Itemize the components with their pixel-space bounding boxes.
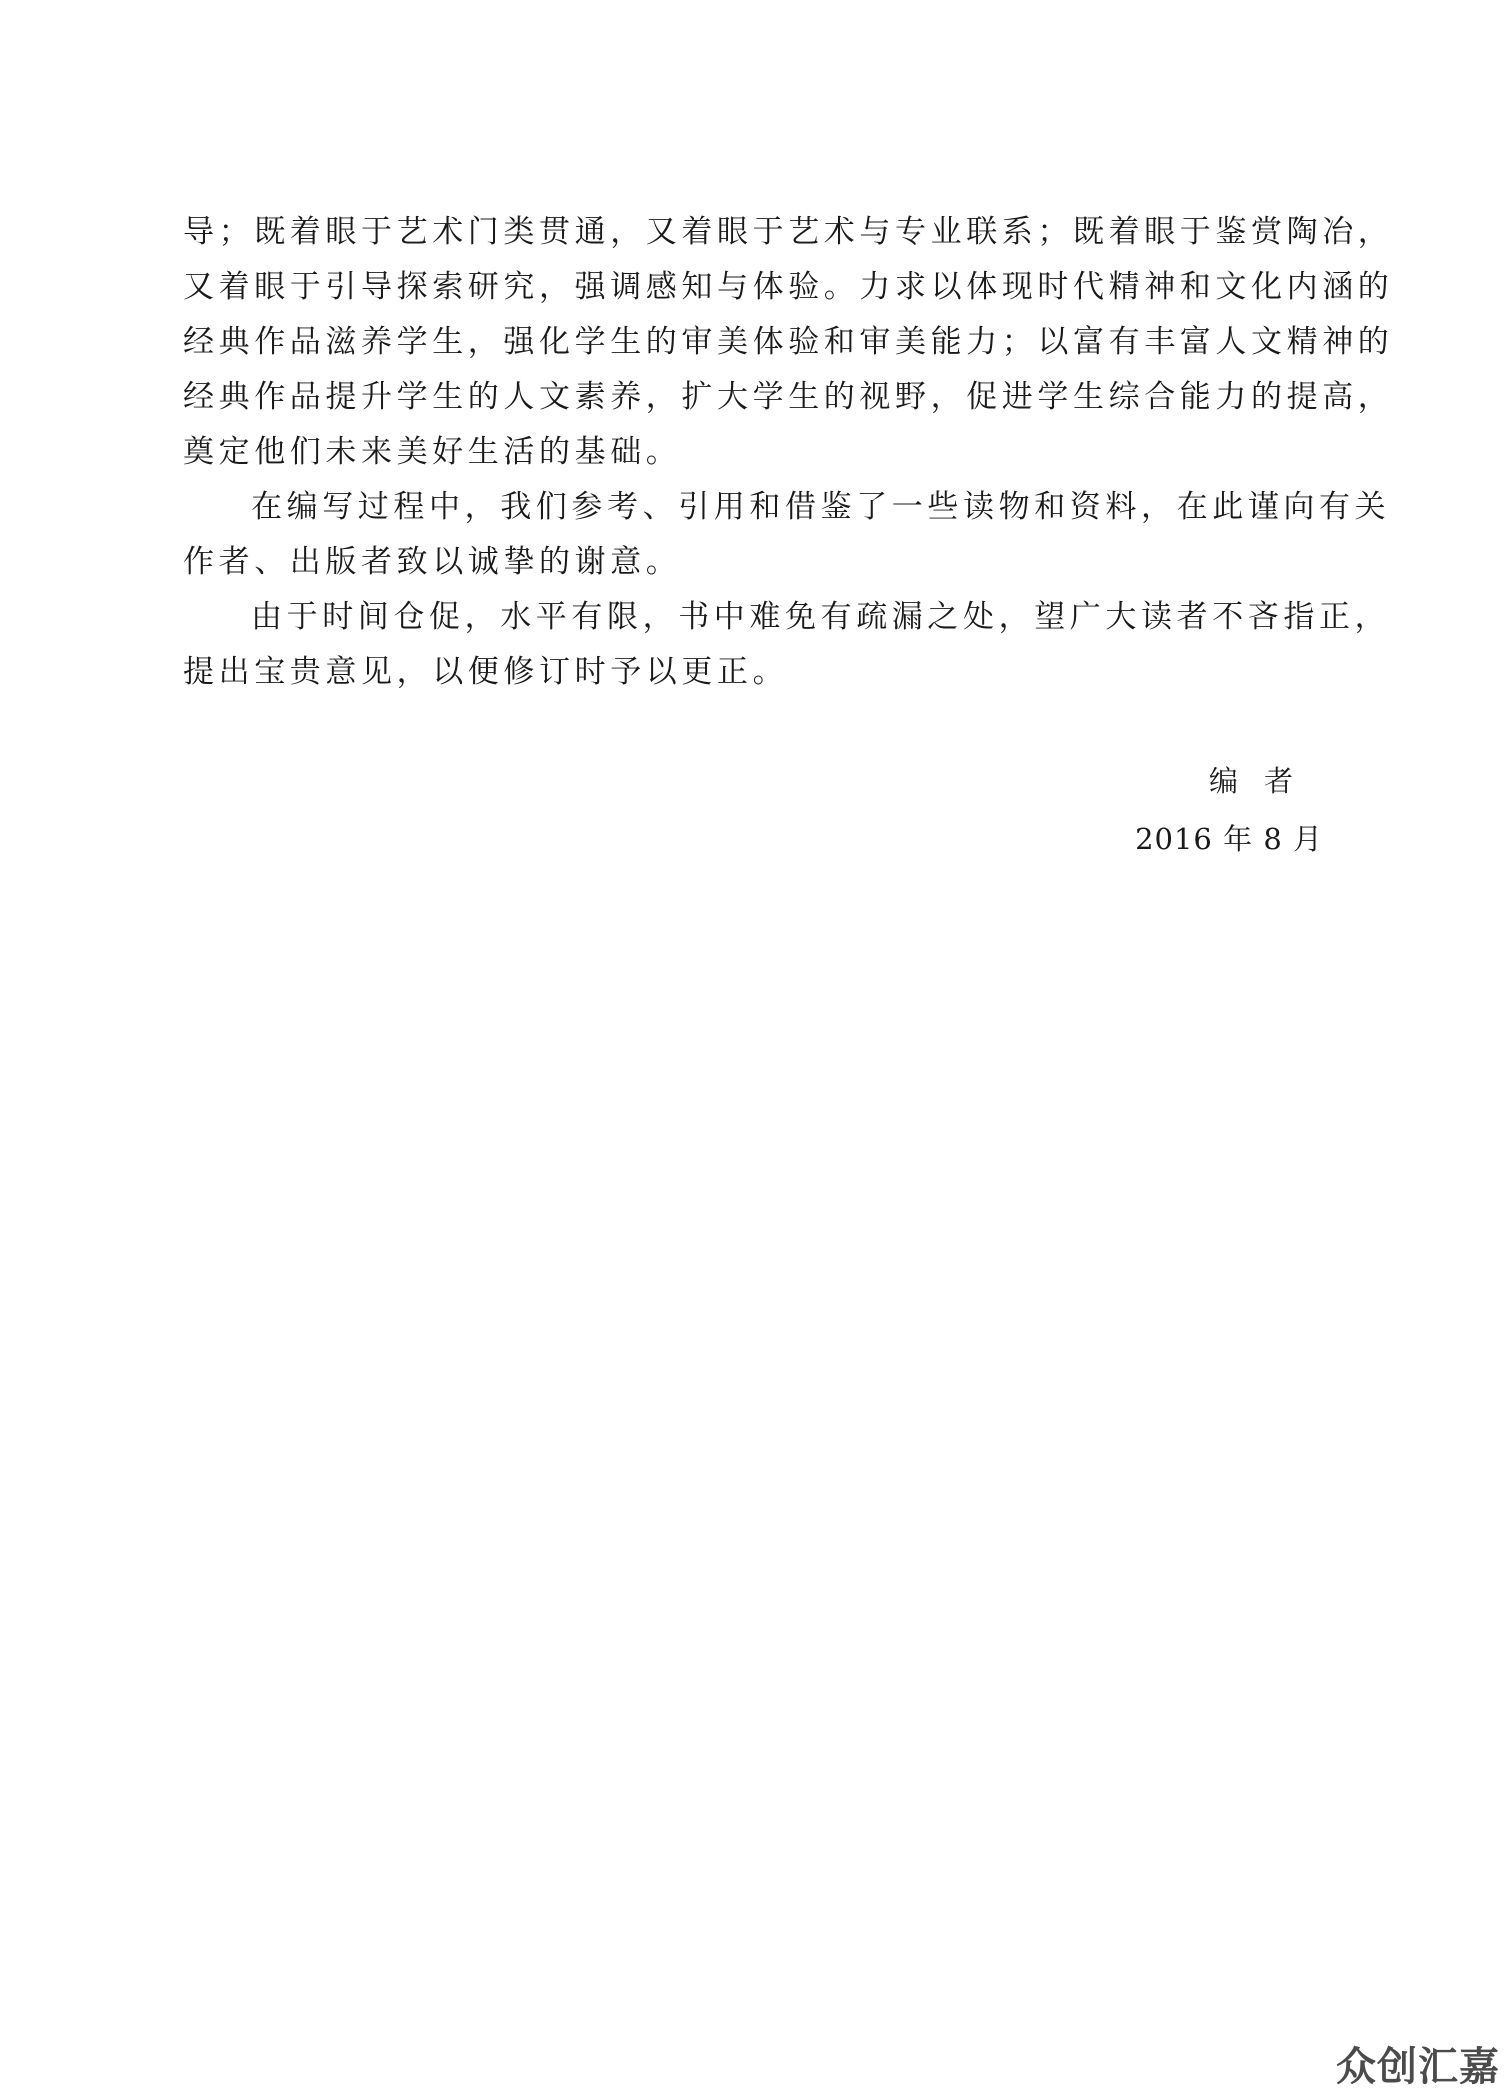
- paragraph-2-line-2: 作者、出版者致以诚挚的谢意。: [183, 544, 682, 580]
- paragraph-1-line-5: 奠定他们未来美好生活的基础。: [183, 434, 682, 470]
- signature-author: 编者: [1208, 764, 1319, 798]
- paragraph-3-line-1: 由于时间仓促，水平有限，书中难免有疏漏之处，望广大读者不吝指正，: [251, 599, 1391, 635]
- signature-block: [1135, 752, 1323, 868]
- paragraph-1-line-4: 经典作品提升学生的人文素养，扩大学生的视野，促进学生综合能力的提高，: [183, 379, 1394, 415]
- paragraph-1-line-1: 导；既着眼于艺术门类贯通，又着眼于艺术与专业联系；既着眼于鉴赏陶冶，: [183, 214, 1394, 250]
- paragraph-2-line-1: 在编写过程中，我们参考、引用和借鉴了一些读物和资料，在此谨向有关: [251, 489, 1391, 525]
- watermark-logo: 众创汇嘉: [1336, 2044, 1500, 2090]
- paragraph-1-line-2: 又着眼于引导探索研究，强调感知与体验。力求以体现时代精神和文化内涵的: [183, 269, 1394, 305]
- preface-body: [183, 205, 1394, 700]
- signature-date: 2016 年 8 月: [1135, 822, 1323, 856]
- paragraph-3-line-2: 提出宝贵意见，以便修订时予以更正。: [183, 654, 789, 690]
- paragraph-1-line-3: 经典作品滋养学生，强化学生的审美体验和审美能力；以富有丰富人文精神的: [183, 324, 1394, 360]
